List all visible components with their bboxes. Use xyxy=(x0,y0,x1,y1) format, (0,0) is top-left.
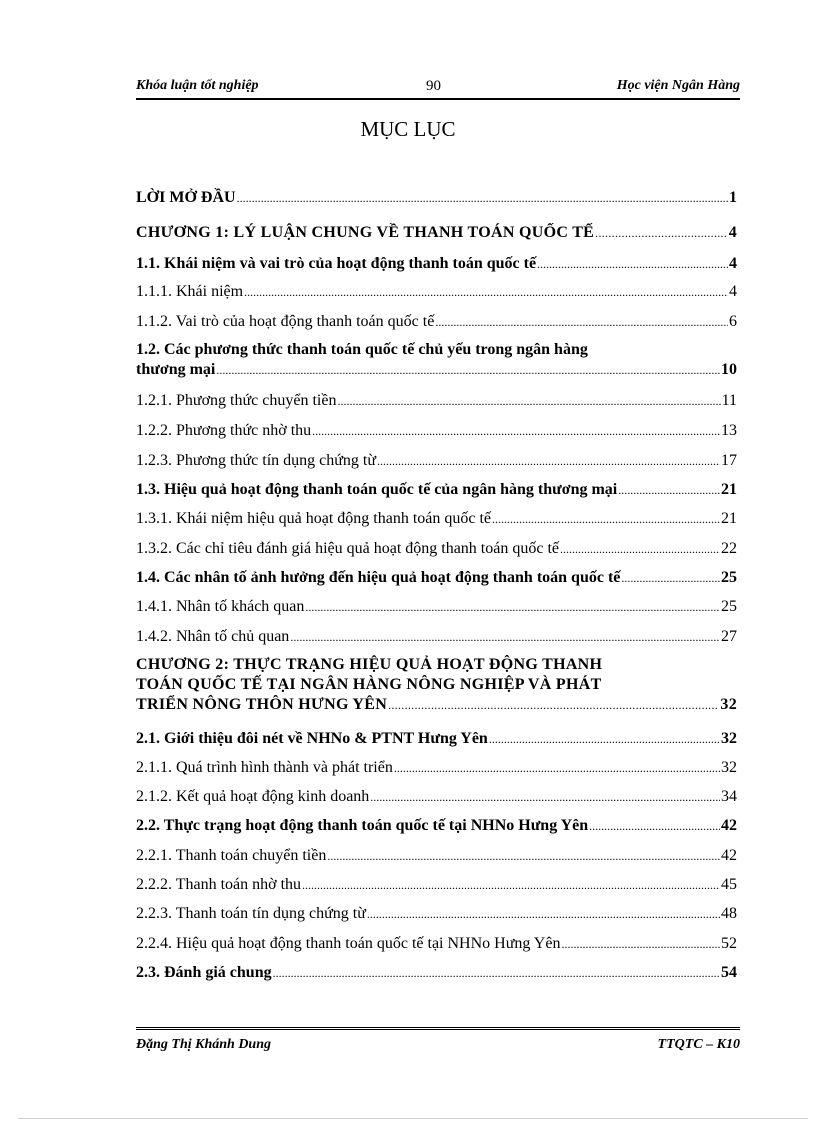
toc-entry-page: 42 xyxy=(721,847,737,864)
toc-entry-page: 6 xyxy=(729,313,737,330)
toc-entry-text: 1.3. Hiệu quả hoạt động thanh toán quốc tế của ngân hàng thương mại xyxy=(136,481,618,498)
toc-entry[interactable] xyxy=(136,729,737,749)
toc-entry-text: 1.4.2. Nhân tố chủ quan xyxy=(136,628,290,645)
toc-entry-text-cont: TRIỂN NÔNG THÔN HƯNG YÊN xyxy=(136,696,388,713)
toc-entry[interactable] xyxy=(136,846,737,866)
toc-entry-page: 52 xyxy=(721,935,737,952)
toc-leader-dots xyxy=(537,254,728,274)
toc-entry-page: 4 xyxy=(729,283,737,300)
toc-entry[interactable] xyxy=(136,509,737,529)
toc-entry-text: 2.1.2. Kết quả hoạt động kinh doanh xyxy=(136,788,370,805)
toc-leader-dots xyxy=(290,627,720,647)
toc-entry-text: LỜI MỞ ĐẦU xyxy=(136,189,236,206)
toc-leader-dots xyxy=(435,312,728,332)
toc-entry[interactable] xyxy=(136,875,737,895)
footer-author: Đặng Thị Khánh Dung xyxy=(136,1037,272,1052)
toc-leader-dots xyxy=(621,568,720,588)
toc-entry-page: 45 xyxy=(721,876,737,893)
toc-entry[interactable] xyxy=(136,904,737,924)
toc-leader-dots xyxy=(216,360,720,380)
toc-entry-page: 10 xyxy=(721,361,737,378)
toc-entry-text: CHƯƠNG 2: THỰC TRẠNG HIỆU QUẢ HOẠT ĐỘNG THANH xyxy=(136,656,603,673)
toc-entry-text: 2.2.3. Thanh toán tín dụng chứng từ xyxy=(136,905,366,922)
toc-entry-page: 11 xyxy=(721,392,737,409)
toc-leader-dots xyxy=(595,223,728,243)
toc-entry[interactable] xyxy=(136,655,737,715)
header-thesis-label: Khóa luận tốt nghiệp xyxy=(136,78,259,93)
toc-leader-dots xyxy=(302,875,720,895)
toc-entry-page: 25 xyxy=(721,598,737,615)
toc-entry-page: 21 xyxy=(721,481,737,498)
toc-entry[interactable] xyxy=(136,480,737,500)
footer-class-code: TTQTC – K10 xyxy=(657,1037,740,1052)
toc-entry[interactable] xyxy=(136,282,737,302)
toc-leader-dots xyxy=(237,188,728,208)
toc-entry[interactable] xyxy=(136,254,737,274)
toc-leader-dots xyxy=(337,391,720,411)
toc-leader-dots xyxy=(327,846,720,866)
toc-entry[interactable] xyxy=(136,223,737,243)
toc-leader-dots xyxy=(492,509,720,529)
toc-leader-dots xyxy=(273,963,720,983)
toc-entry-page: 32 xyxy=(720,696,737,713)
toc-entry[interactable] xyxy=(136,787,737,807)
toc-entry-text: 1.4. Các nhân tố ảnh hưởng đến hiệu quả hoạt động thanh toán quốc tế xyxy=(136,569,621,586)
toc-entry-page: 48 xyxy=(721,905,737,922)
toc-entry-text: 2.1. Giới thiệu đôi nét về NHNo & PTNT Hưng Yên xyxy=(136,730,488,747)
toc-leader-dots xyxy=(244,282,728,302)
toc-entry-text: 1.1. Khái niệm và vai trò của hoạt động thanh toán quốc tế xyxy=(136,255,537,272)
toc-entry-text: 1.3.1. Khái niệm hiệu quả hoạt động thanh toán quốc tế xyxy=(136,510,492,527)
toc-entry-page: 32 xyxy=(721,730,737,747)
toc-entry-page: 54 xyxy=(721,964,737,981)
toc-entry-text: 1.2. Các phương thức thanh toán quốc tế chủ yếu trong ngân hàng xyxy=(136,341,588,358)
toc-entry-page: 4 xyxy=(729,255,737,272)
toc-leader-dots xyxy=(561,934,720,954)
toc-leader-dots xyxy=(312,421,720,441)
toc-entry[interactable] xyxy=(136,963,737,983)
toc-entry-page: 22 xyxy=(721,540,737,557)
toc-entry-text: 1.2.2. Phương thức nhờ thu xyxy=(136,422,312,439)
toc-entry-page: 34 xyxy=(721,788,737,805)
toc-entry-page: 42 xyxy=(721,817,737,834)
toc-leader-dots xyxy=(489,729,720,749)
toc-entry[interactable] xyxy=(136,597,737,617)
toc-entry[interactable] xyxy=(136,816,737,836)
toc-entry-text: 1.1.2. Vai trò của hoạt động thanh toán quốc tế xyxy=(136,313,435,330)
toc-entry-text: 2.3. Đánh giá chung xyxy=(136,964,272,981)
toc-entry[interactable] xyxy=(136,568,737,588)
page-footer xyxy=(136,1027,740,1060)
toc-entry-text-cont: thương mại xyxy=(136,361,216,378)
toc-leader-dots xyxy=(589,816,720,836)
page-header xyxy=(136,76,740,100)
toc-entry-page: 25 xyxy=(721,569,737,586)
toc-entry-text: 1.3.2. Các chỉ tiêu đánh giá hiệu quả hoạt động thanh toán quốc tế xyxy=(136,540,559,557)
toc-entry[interactable] xyxy=(136,627,737,647)
toc-entry-text: 2.2.4. Hiệu quả hoạt động thanh toán quốc tế tại NHNo Hưng Yên xyxy=(136,935,561,952)
toc-entry[interactable] xyxy=(136,340,737,380)
toc-entry-text: 1.4.1. Nhân tố khách quan xyxy=(136,598,305,615)
toc-entry[interactable] xyxy=(136,451,737,471)
toc-entry-page: 4 xyxy=(728,224,737,241)
toc-entry[interactable] xyxy=(136,539,737,559)
toc-entry-text: 1.1.1. Khái niệm xyxy=(136,283,244,300)
toc-leader-dots xyxy=(367,904,720,924)
toc-entry-page: 21 xyxy=(721,510,737,527)
toc-entry[interactable] xyxy=(136,188,737,208)
toc-entry[interactable] xyxy=(136,421,737,441)
page-edge-line xyxy=(18,1118,808,1119)
toc-entry-text: 2.2. Thực trạng hoạt động thanh toán quốc tế tại NHNo Hưng Yên xyxy=(136,817,589,834)
toc-entry[interactable] xyxy=(136,391,737,411)
toc-entry[interactable] xyxy=(136,312,737,332)
toc-entry-text: CHƯƠNG 1: LÝ LUẬN CHUNG VỀ THANH TOÁN QUỐC TẾ xyxy=(136,224,595,241)
toc-leader-dots xyxy=(370,787,720,807)
page-title: MỤC LỤC xyxy=(360,117,456,141)
page-number: 90 xyxy=(426,78,441,94)
header-institution-label: Học viện Ngân Hàng xyxy=(616,78,740,93)
toc-entry[interactable] xyxy=(136,934,737,954)
toc-entry-text: 2.2.2. Thanh toán nhờ thu xyxy=(136,876,302,893)
toc-entry[interactable] xyxy=(136,758,737,778)
toc-leader-dots xyxy=(618,480,720,500)
toc-entry-page: 17 xyxy=(721,452,737,469)
toc-entry-text: 1.2.1. Phương thức chuyển tiền xyxy=(136,392,337,409)
toc-entry-text-cont2: TOÁN QUỐC TẾ TẠI NGÂN HÀNG NÔNG NGHIỆP VÀ PHÁT xyxy=(136,676,602,693)
toc-leader-dots xyxy=(394,758,720,778)
toc-leader-dots xyxy=(377,451,720,471)
toc-entry-page: 1 xyxy=(729,189,737,206)
toc-leader-dots xyxy=(305,597,720,617)
toc-leader-dots xyxy=(560,539,720,559)
toc-entry-page: 13 xyxy=(721,422,737,439)
toc-leader-dots xyxy=(388,695,719,715)
toc-entry-text: 2.2.1. Thanh toán chuyển tiền xyxy=(136,847,327,864)
toc-entry-text: 2.1.1. Quá trình hình thành và phát triển xyxy=(136,759,393,776)
toc-entry-page: 32 xyxy=(721,759,737,776)
toc-entry-page: 27 xyxy=(721,628,737,645)
toc-entry-text: 1.2.3. Phương thức tín dụng chứng từ xyxy=(136,452,377,469)
